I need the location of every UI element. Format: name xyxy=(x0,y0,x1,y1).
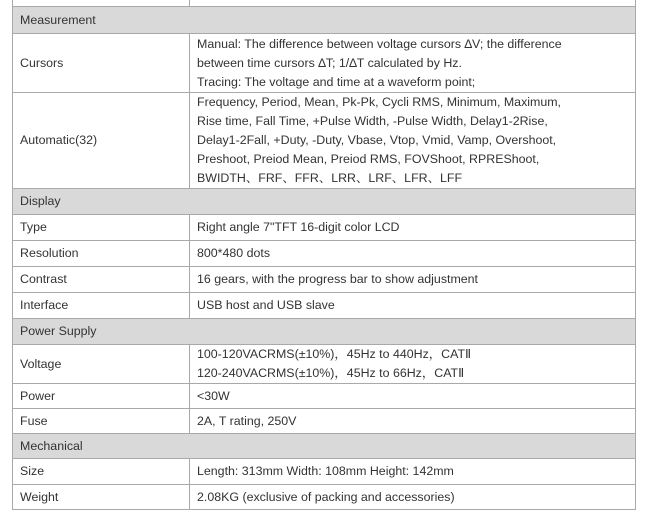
row-key: Resolution xyxy=(13,241,190,267)
table-row xyxy=(13,267,636,293)
value-line: Preshoot, Preiod Mean, Preiod RMS, FOVShoot, RPREShoot, xyxy=(197,152,540,166)
section-header-display xyxy=(13,189,636,215)
table-row xyxy=(13,345,636,384)
row-value xyxy=(190,267,636,293)
value-line: between time cursors ∆T; 1/∆T calculated by Hz. xyxy=(197,55,462,70)
row-value xyxy=(190,485,636,510)
row-value xyxy=(190,215,636,241)
row-value xyxy=(190,241,636,267)
row-key: Voltage xyxy=(13,345,190,384)
row-key: Contrast xyxy=(13,267,190,293)
value-line: 2A, T rating, 250V xyxy=(197,413,297,428)
value-line: 16 gears, with the progress bar to show adjustment xyxy=(197,272,479,286)
value-line: Rise time, Fall Time, +Pulse Width, -Pulse Width, Delay1-2Rise, xyxy=(197,114,548,128)
table-row xyxy=(13,459,636,485)
table-row xyxy=(13,293,636,319)
row-value xyxy=(190,93,636,189)
table-row xyxy=(13,93,636,189)
table-row xyxy=(13,215,636,241)
row-value xyxy=(190,409,636,434)
row-value xyxy=(190,293,636,319)
table-row xyxy=(13,34,636,93)
row-value xyxy=(190,459,636,485)
value-line: 120-240VACRMS(±10%)，45Hz to 66Hz，CATⅡ xyxy=(197,366,465,380)
section-title: Mechanical xyxy=(13,434,636,459)
row-key: Automatic(32) xyxy=(13,93,190,189)
value-line: <30W xyxy=(197,388,230,403)
value-line: Manual: The difference between voltage cursors ∆V; the difference xyxy=(197,36,562,51)
value-line: 800*480 dots xyxy=(197,246,271,260)
section-header-mechanical xyxy=(13,434,636,459)
value-line: 100-120VACRMS(±10%)，45Hz to 440Hz，CATⅡ xyxy=(197,347,472,361)
value-line: USB host and USB slave xyxy=(197,298,335,312)
row-key: Weight xyxy=(13,485,190,510)
value-line: Tracing: The voltage and time at a waveform point; xyxy=(197,74,476,89)
row-value xyxy=(190,345,636,384)
table-row xyxy=(13,384,636,409)
row-key: Fuse xyxy=(13,409,190,434)
row-value xyxy=(190,34,636,93)
value-line: Frequency, Period, Mean, Pk-Pk, Cycli RMS, Minimum, Maximum, xyxy=(197,95,561,109)
table-row xyxy=(13,241,636,267)
section-header-measurement xyxy=(13,7,636,34)
table-row xyxy=(13,409,636,434)
value-line: Delay1-2Fall, +Duty, -Duty, Vbase, Vtop, Vmid, Vamp, Overshoot, xyxy=(197,133,557,147)
section-title: Measurement xyxy=(13,7,636,34)
row-value xyxy=(190,384,636,409)
row-key: Power xyxy=(13,384,190,409)
section-title: Display xyxy=(13,189,636,215)
section-title: Power Supply xyxy=(13,319,636,345)
row-key: Size xyxy=(13,459,190,485)
row-key: Cursors xyxy=(13,34,190,93)
value-line: BWIDTH、FRF、FFR、LRR、LRF、LFR、LFF xyxy=(197,171,463,185)
value-line: Length: 313mm Width: 108mm Height: 142mm xyxy=(197,464,454,478)
row-key: Interface xyxy=(13,293,190,319)
row-key: Type xyxy=(13,215,190,241)
section-header-power-supply xyxy=(13,319,636,345)
value-line: 2.08KG (exclusive of packing and accessories) xyxy=(197,489,455,504)
table-row xyxy=(13,485,636,510)
spec-table xyxy=(12,0,636,510)
value-line: Right angle 7"TFT 16-digit color LCD xyxy=(197,220,400,234)
